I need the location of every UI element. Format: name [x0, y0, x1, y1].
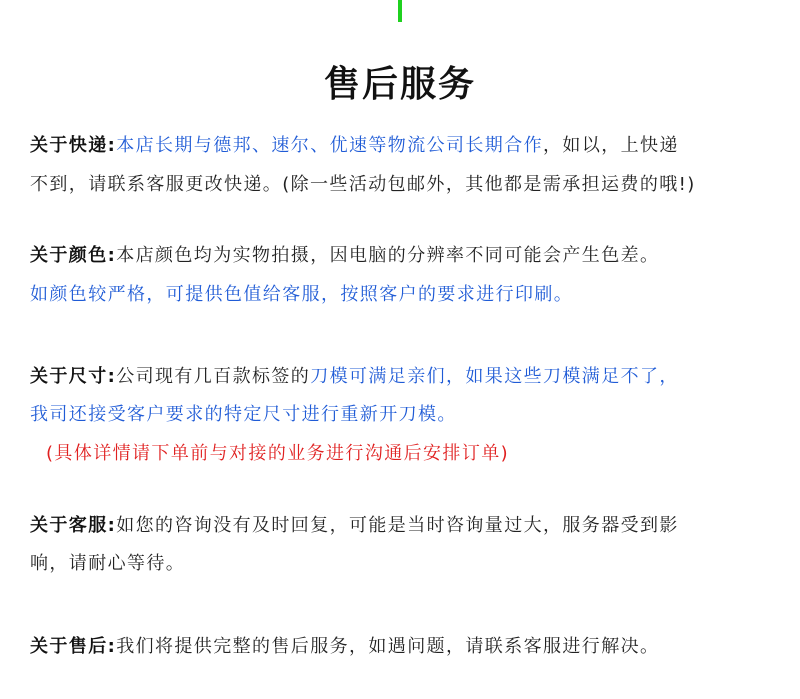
size-label: 关于尺寸: [30, 366, 117, 387]
size-line-1-dark: 公司现有几百款标签的 [116, 366, 311, 387]
size-line-2: 我司还接受客户要求的特定尺寸进行重新开刀模。 [30, 404, 457, 425]
service-line-1-text: 如您的咨询没有及时回复，可能是当时咨询量过大，服务器受到影 [116, 515, 679, 536]
aftersale-line-1-text: 我们将提供完整的售后服务，如遇问题，请联系客服进行解决。 [116, 636, 660, 657]
express-line-2: 不到，请联系客服更改快递。(除一些活动包邮外，其他都是需承担运费的哦!) [30, 174, 696, 195]
service-line-1 [30, 514, 679, 538]
express-line-1 [30, 134, 679, 158]
color-line-1 [30, 244, 659, 268]
service-line-2: 响，请耐心等待。 [30, 553, 186, 574]
aftersale-label: 关于售后: [30, 636, 117, 657]
express-label: 关于快递: [30, 135, 117, 156]
service-label: 关于客服: [30, 515, 117, 536]
express-partners-text: 本店长期与德邦、速尔、优速等物流公司长期合作 [116, 135, 544, 156]
size-line-1 [30, 365, 679, 389]
express-line-1-rest: ，如以，上快递 [543, 135, 679, 156]
color-label: 关于颜色: [30, 245, 117, 266]
aftersale-line-1 [30, 635, 659, 659]
color-line-1-text: 本店颜色均为实物拍摄，因电脑的分辨率不同可能会产生色差。 [116, 245, 660, 266]
page-title: 售后服务 [323, 64, 476, 105]
size-line-1-blue: 刀模可满足亲们，如果这些刀模满足不了， [310, 366, 679, 387]
accent-bar [398, 0, 402, 22]
color-line-2: 如颜色较严格，可提供色值给客服，按照客户的要求进行印刷。 [30, 284, 574, 305]
size-note: (具体详情请下单前与对接的业务进行沟通后安排订单) [46, 443, 510, 464]
